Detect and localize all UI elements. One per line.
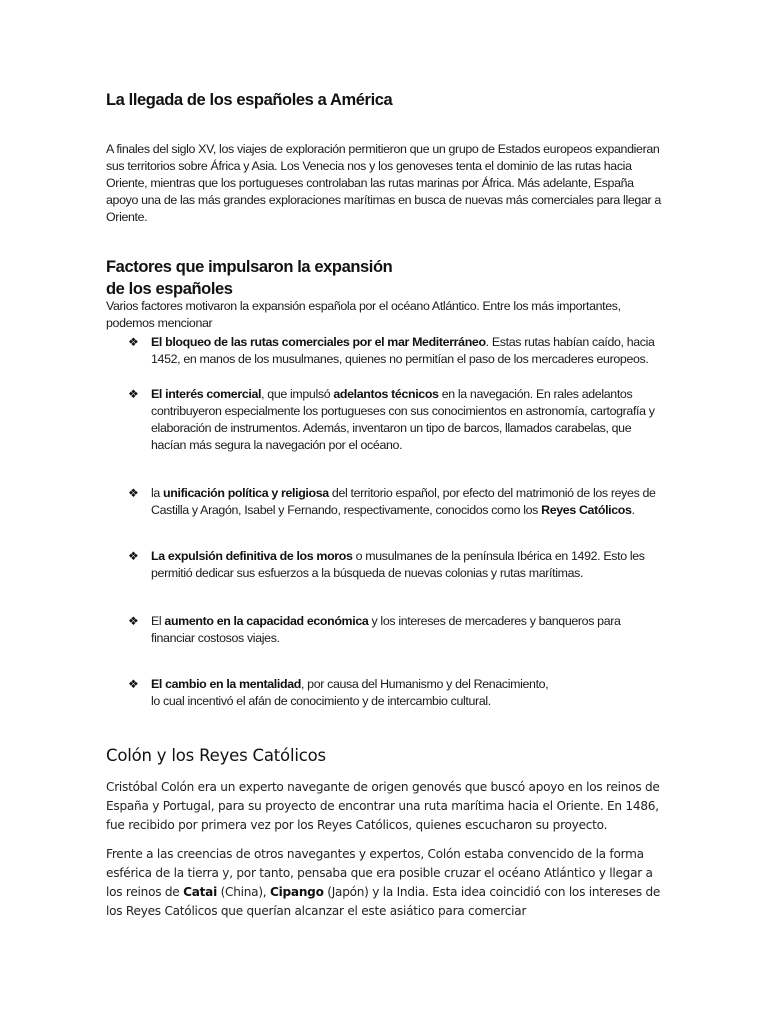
diamond-bullet-icon: ❖ (128, 335, 139, 349)
factors-intro-paragraph: Varios factores motivaron la expansión española por el océano Atlántico. Entre los más importantes, podemos mencionar (106, 299, 621, 330)
list-item-rest: del territorio español, por efecto del matrimonió de los reyes de Castilla y Aragón, Isabel y Fernando, respectivamente, conocidos como los (151, 486, 656, 517)
intro-paragraph: A finales del siglo XV, los viajes de exploración permitieron que un grupo de Estados europeos expandieran sus territorios sobre África y Asia. Los Venecia nos y los genoveses tenta el dominio de las rutas hacia Oriente, mientras que los portugueses controlaban las rutas marinas por África. Más adelante, España apoyo una de las más grandes exploraciones marítimas en busca de nuevas más comerciales para llegar a Oriente. (106, 142, 661, 224)
diamond-bullet-icon: ❖ (128, 486, 139, 500)
list-item-text (151, 485, 658, 519)
list-item-rest: , por causa del Humanismo y del Renacimiento, (300, 677, 549, 691)
paragraph-text: (China), (216, 885, 270, 899)
paragraph-text: Frente a las creencias de otros navegantes y expertos, Colón estaba convencido de la forma esférica de la tierra y, por tanto, pensaba que era posible cruzar el océano Atlántico y llegar a los reinos de (106, 847, 653, 899)
diamond-bullet-icon: ❖ (128, 387, 139, 401)
diamond-bullet-icon: ❖ (128, 677, 139, 691)
list-item-rest: en la navegación. En rales adelantos contribuyeron especialmente los portugueses con sus conocimientos en astronomía, cartografía y elaboración de instrumentos. Además, inventaron un tipo de barcos, llamados carabelas, que hacían más segura la navegación por el océano. (151, 387, 655, 452)
section-heading-factors-line2: de los españoles (106, 280, 233, 298)
list-item-rest: . Estas rutas habían caído, hacia 1452, en manos de los musulmanes, quienes no permitían el paso de los mercaderes europeos. (151, 335, 655, 366)
list-item-bold: El cambio en la mentalidad (151, 677, 301, 691)
list-item-bold: unificación política y religiosa (163, 486, 329, 500)
page-title: La llegada de los españoles a América (106, 91, 393, 109)
diamond-bullet-icon: ❖ (128, 614, 139, 628)
list-item-rest: , que impulsó (261, 387, 334, 401)
list-item-text (151, 676, 658, 710)
beliefs-paragraph (106, 845, 666, 921)
list-item-rest: El (151, 614, 165, 628)
section-heading-factors-line1: Factores que impulsaron la expansión (106, 258, 393, 276)
section-heading-factors (106, 256, 406, 300)
list-item-bold: aumento en la capacidad económica (164, 614, 369, 628)
list-item-bold: El interés comercial (151, 387, 262, 401)
list-item-rest: lo cual incentivó el afán de conocimiento y de intercambio cultural. (151, 694, 491, 708)
list-item-text (151, 334, 658, 368)
list-item-rest: y los intereses de mercaderes y banqueros para financiar costosos viajes. (151, 614, 621, 645)
list-item-bold: Reyes Católicos (541, 503, 632, 517)
list-item-rest: . (631, 503, 635, 517)
list-item-bold: La expulsión definitiva de los moros (151, 549, 353, 563)
paragraph-bold: Cipango (269, 885, 324, 899)
diamond-bullet-icon: ❖ (128, 549, 139, 563)
paragraph-text: (Japón) y la India. Esta idea coincidió con los intereses de los Reyes Católicos que querían alcanzar el este asiático para comerciar (106, 885, 661, 918)
list-item-rest: la (151, 486, 164, 500)
list-item-text (151, 613, 658, 647)
list-item-text (151, 548, 658, 582)
list-item-bold: adelantos técnicos (333, 387, 439, 401)
list-item-bold: El bloqueo de las rutas comerciales por el mar Mediterráneo (151, 335, 486, 349)
list-item-text (151, 386, 658, 454)
paragraph-bold: Catai (183, 885, 217, 899)
list-item-rest: o musulmanes de la península Ibérica en 1492. Esto les permitió dedicar sus esfuerzos a la búsqueda de nuevas colonias y rutas marítimas. (151, 549, 645, 580)
section-heading-colon: Colón y los Reyes Católicos (106, 746, 326, 765)
colon-paragraph: Cristóbal Colón era un experto navegante de origen genovés que buscó apoyo en los reinos de España y Portugal, para su proyecto de encontrar una ruta marítima hacia el Oriente. En 1486, fue recibido por primera vez por los Reyes Católicos, quienes escucharon su proyecto. (106, 780, 660, 832)
